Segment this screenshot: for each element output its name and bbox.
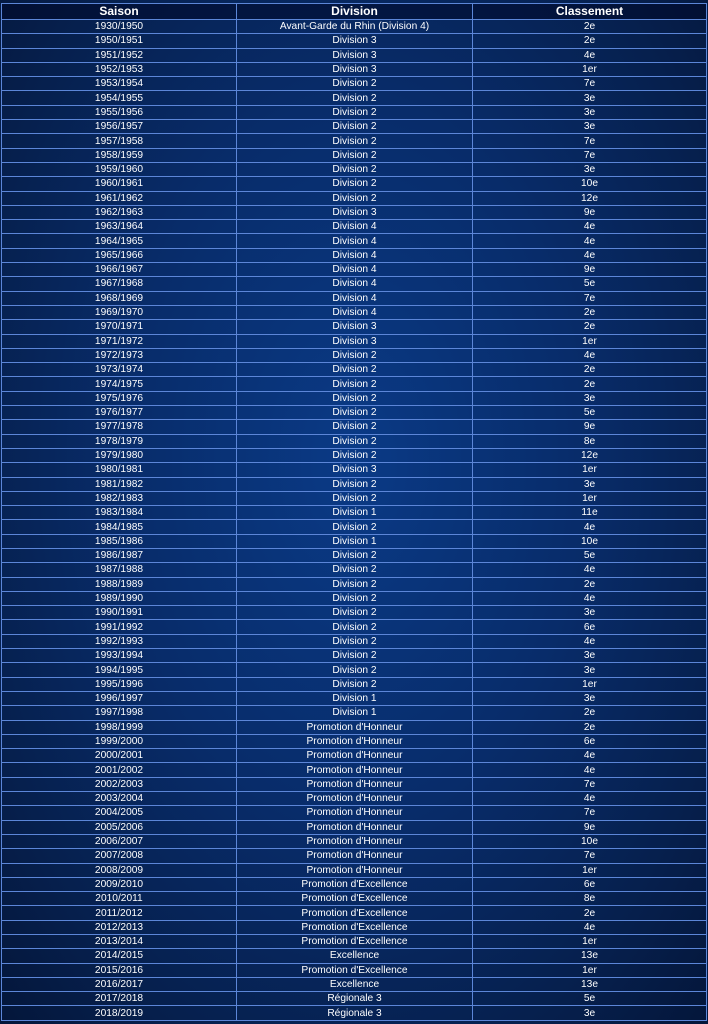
rank-cell: 6e — [473, 620, 707, 634]
table-row — [2, 348, 707, 362]
season-cell: 1950/1951 — [2, 34, 237, 48]
division-cell: Promotion d'Honneur — [237, 763, 473, 777]
division-cell: Promotion d'Excellence — [237, 892, 473, 906]
table-row — [2, 863, 707, 877]
table-row — [2, 1006, 707, 1020]
division-cell: Avant-Garde du Rhin (Division 4) — [237, 20, 473, 34]
season-cell: 2014/2015 — [2, 949, 237, 963]
table-row — [2, 820, 707, 834]
table-row — [2, 749, 707, 763]
table-row — [2, 720, 707, 734]
rank-cell: 1er — [473, 863, 707, 877]
division-cell: Division 2 — [237, 620, 473, 634]
rank-cell: 1er — [473, 463, 707, 477]
season-cell: 1976/1977 — [2, 406, 237, 420]
division-cell: Promotion d'Honneur — [237, 734, 473, 748]
rank-cell: 4e — [473, 763, 707, 777]
division-cell: Division 4 — [237, 305, 473, 319]
table-row — [2, 949, 707, 963]
table-row — [2, 205, 707, 219]
division-cell: Division 3 — [237, 205, 473, 219]
division-cell: Division 2 — [237, 663, 473, 677]
division-cell: Division 2 — [237, 134, 473, 148]
division-cell: Promotion d'Excellence — [237, 963, 473, 977]
division-cell: Division 2 — [237, 120, 473, 134]
division-cell: Division 2 — [237, 563, 473, 577]
rank-cell: 4e — [473, 792, 707, 806]
season-cell: 1958/1959 — [2, 148, 237, 162]
season-cell: 1951/1952 — [2, 48, 237, 62]
table-row — [2, 963, 707, 977]
rank-cell: 10e — [473, 177, 707, 191]
table-row — [2, 477, 707, 491]
division-cell: Division 2 — [237, 363, 473, 377]
division-cell: Promotion d'Honneur — [237, 863, 473, 877]
season-cell: 1999/2000 — [2, 734, 237, 748]
table-row — [2, 677, 707, 691]
division-cell: Division 1 — [237, 534, 473, 548]
table-row — [2, 62, 707, 76]
table-row — [2, 20, 707, 34]
table-row — [2, 935, 707, 949]
table-row — [2, 448, 707, 462]
table-row — [2, 877, 707, 891]
division-cell: Division 2 — [237, 91, 473, 105]
season-cell: 2003/2004 — [2, 792, 237, 806]
rank-cell: 3e — [473, 477, 707, 491]
header-saison: Saison — [2, 4, 237, 20]
season-cell: 1954/1955 — [2, 91, 237, 105]
rank-cell: 4e — [473, 920, 707, 934]
rank-cell: 3e — [473, 691, 707, 705]
season-cell: 1972/1973 — [2, 348, 237, 362]
season-cell: 2004/2005 — [2, 806, 237, 820]
division-cell: Promotion d'Excellence — [237, 935, 473, 949]
division-cell: Division 2 — [237, 491, 473, 505]
table-row — [2, 334, 707, 348]
season-cell: 1961/1962 — [2, 191, 237, 205]
rank-cell: 8e — [473, 892, 707, 906]
season-cell: 1987/1988 — [2, 563, 237, 577]
division-cell: Division 2 — [237, 677, 473, 691]
division-cell: Promotion d'Honneur — [237, 820, 473, 834]
rank-cell: 2e — [473, 363, 707, 377]
season-cell: 1930/1950 — [2, 20, 237, 34]
table-row — [2, 263, 707, 277]
rank-cell: 1er — [473, 334, 707, 348]
table-row — [2, 706, 707, 720]
rank-cell: 7e — [473, 134, 707, 148]
rank-cell: 9e — [473, 205, 707, 219]
season-cell: 2010/2011 — [2, 892, 237, 906]
rank-cell: 2e — [473, 706, 707, 720]
division-cell: Division 1 — [237, 706, 473, 720]
table-row — [2, 177, 707, 191]
rank-cell: 7e — [473, 806, 707, 820]
division-cell: Promotion d'Excellence — [237, 906, 473, 920]
season-cell: 2015/2016 — [2, 963, 237, 977]
season-cell: 1977/1978 — [2, 420, 237, 434]
season-cell: 2000/2001 — [2, 749, 237, 763]
rank-cell: 2e — [473, 377, 707, 391]
division-cell: Division 4 — [237, 248, 473, 262]
table-row — [2, 992, 707, 1006]
table-row — [2, 977, 707, 991]
season-cell: 1956/1957 — [2, 120, 237, 134]
table-row — [2, 849, 707, 863]
division-cell: Division 3 — [237, 34, 473, 48]
table-row — [2, 77, 707, 91]
table-row — [2, 305, 707, 319]
rank-cell: 2e — [473, 320, 707, 334]
rank-cell: 4e — [473, 220, 707, 234]
header-classement: Classement — [473, 4, 707, 20]
rank-cell: 3e — [473, 391, 707, 405]
season-cell: 1960/1961 — [2, 177, 237, 191]
rank-cell: 4e — [473, 348, 707, 362]
table-row — [2, 234, 707, 248]
rank-cell: 1er — [473, 935, 707, 949]
table-row — [2, 463, 707, 477]
division-cell: Régionale 3 — [237, 992, 473, 1006]
rank-cell: 4e — [473, 520, 707, 534]
season-cell: 1991/1992 — [2, 620, 237, 634]
season-cell: 1963/1964 — [2, 220, 237, 234]
rank-cell: 3e — [473, 91, 707, 105]
table-row — [2, 34, 707, 48]
season-cell: 1980/1981 — [2, 463, 237, 477]
division-cell: Division 2 — [237, 591, 473, 605]
division-cell: Division 2 — [237, 577, 473, 591]
division-cell: Division 3 — [237, 48, 473, 62]
table-row — [2, 548, 707, 562]
rank-cell: 2e — [473, 34, 707, 48]
rank-cell: 4e — [473, 248, 707, 262]
season-cell: 1967/1968 — [2, 277, 237, 291]
rank-cell: 7e — [473, 291, 707, 305]
division-cell: Promotion d'Honneur — [237, 806, 473, 820]
table-row — [2, 248, 707, 262]
rank-cell: 4e — [473, 634, 707, 648]
season-cell: 1995/1996 — [2, 677, 237, 691]
table-body — [2, 20, 707, 1021]
rank-cell: 2e — [473, 720, 707, 734]
rank-cell: 7e — [473, 777, 707, 791]
table-row — [2, 734, 707, 748]
season-cell: 1962/1963 — [2, 205, 237, 219]
season-cell: 2017/2018 — [2, 992, 237, 1006]
division-cell: Division 3 — [237, 334, 473, 348]
rank-cell: 3e — [473, 663, 707, 677]
season-cell: 1990/1991 — [2, 606, 237, 620]
season-cell: 2016/2017 — [2, 977, 237, 991]
table-row — [2, 806, 707, 820]
season-standings-table — [1, 3, 707, 1021]
division-cell: Division 3 — [237, 62, 473, 76]
division-cell: Division 2 — [237, 420, 473, 434]
division-cell: Division 2 — [237, 606, 473, 620]
division-cell: Division 2 — [237, 77, 473, 91]
table-row — [2, 277, 707, 291]
season-cell: 2011/2012 — [2, 906, 237, 920]
rank-cell: 5e — [473, 548, 707, 562]
season-cell: 1978/1979 — [2, 434, 237, 448]
season-cell: 2007/2008 — [2, 849, 237, 863]
season-cell: 1953/1954 — [2, 77, 237, 91]
season-cell: 2008/2009 — [2, 863, 237, 877]
rank-cell: 6e — [473, 734, 707, 748]
table-row — [2, 420, 707, 434]
header-row — [2, 4, 707, 20]
rank-cell: 7e — [473, 77, 707, 91]
division-cell: Division 2 — [237, 477, 473, 491]
season-cell: 1969/1970 — [2, 305, 237, 319]
rank-cell: 8e — [473, 434, 707, 448]
table-row — [2, 148, 707, 162]
table-row — [2, 792, 707, 806]
season-cell: 1971/1972 — [2, 334, 237, 348]
season-cell: 2009/2010 — [2, 877, 237, 891]
season-cell: 2018/2019 — [2, 1006, 237, 1020]
table-row — [2, 220, 707, 234]
table-row — [2, 406, 707, 420]
season-cell: 1964/1965 — [2, 234, 237, 248]
rank-cell: 4e — [473, 234, 707, 248]
division-cell: Division 3 — [237, 463, 473, 477]
table-row — [2, 48, 707, 62]
table-row — [2, 491, 707, 505]
table-row — [2, 434, 707, 448]
rank-cell: 5e — [473, 992, 707, 1006]
table-row — [2, 377, 707, 391]
season-cell: 2006/2007 — [2, 834, 237, 848]
rank-cell: 4e — [473, 48, 707, 62]
rank-cell: 1er — [473, 963, 707, 977]
table-row — [2, 563, 707, 577]
rank-cell: 9e — [473, 263, 707, 277]
division-cell: Division 2 — [237, 162, 473, 176]
season-cell: 1986/1987 — [2, 548, 237, 562]
season-cell: 1985/1986 — [2, 534, 237, 548]
division-cell: Promotion d'Honneur — [237, 720, 473, 734]
division-cell: Division 1 — [237, 506, 473, 520]
table-row — [2, 134, 707, 148]
rank-cell: 13e — [473, 949, 707, 963]
season-cell: 1970/1971 — [2, 320, 237, 334]
division-cell: Promotion d'Honneur — [237, 792, 473, 806]
rank-cell: 7e — [473, 148, 707, 162]
table-row — [2, 606, 707, 620]
table-row — [2, 105, 707, 119]
season-cell: 1966/1967 — [2, 263, 237, 277]
division-cell: Division 4 — [237, 277, 473, 291]
table-row — [2, 506, 707, 520]
division-cell: Promotion d'Excellence — [237, 920, 473, 934]
division-cell: Division 2 — [237, 191, 473, 205]
division-cell: Promotion d'Honneur — [237, 749, 473, 763]
rank-cell: 9e — [473, 420, 707, 434]
season-cell: 1983/1984 — [2, 506, 237, 520]
season-cell: 1989/1990 — [2, 591, 237, 605]
division-cell: Division 3 — [237, 320, 473, 334]
rank-cell: 6e — [473, 877, 707, 891]
division-cell: Division 2 — [237, 177, 473, 191]
division-cell: Promotion d'Honneur — [237, 834, 473, 848]
season-cell: 1979/1980 — [2, 448, 237, 462]
table-row — [2, 534, 707, 548]
rank-cell: 10e — [473, 534, 707, 548]
table-row — [2, 591, 707, 605]
season-cell: 1993/1994 — [2, 649, 237, 663]
division-cell: Division 4 — [237, 263, 473, 277]
rank-cell: 3e — [473, 606, 707, 620]
table-row — [2, 920, 707, 934]
division-cell: Promotion d'Honneur — [237, 849, 473, 863]
division-cell: Division 4 — [237, 234, 473, 248]
table-row — [2, 620, 707, 634]
table-row — [2, 91, 707, 105]
table-header — [2, 4, 707, 20]
division-cell: Excellence — [237, 949, 473, 963]
season-cell: 2013/2014 — [2, 935, 237, 949]
table-row — [2, 892, 707, 906]
rank-cell: 4e — [473, 563, 707, 577]
season-cell: 1992/1993 — [2, 634, 237, 648]
division-cell: Division 2 — [237, 548, 473, 562]
season-cell: 2002/2003 — [2, 777, 237, 791]
season-cell: 1975/1976 — [2, 391, 237, 405]
table-row — [2, 577, 707, 591]
rank-cell: 2e — [473, 906, 707, 920]
division-cell: Division 4 — [237, 220, 473, 234]
division-cell: Division 2 — [237, 105, 473, 119]
season-cell: 1965/1966 — [2, 248, 237, 262]
division-cell: Division 2 — [237, 520, 473, 534]
division-cell: Division 2 — [237, 406, 473, 420]
rank-cell: 3e — [473, 105, 707, 119]
rank-cell: 1er — [473, 62, 707, 76]
division-cell: Division 2 — [237, 448, 473, 462]
division-cell: Division 2 — [237, 634, 473, 648]
season-cell: 1981/1982 — [2, 477, 237, 491]
rank-cell: 2e — [473, 577, 707, 591]
rank-cell: 2e — [473, 305, 707, 319]
table-row — [2, 391, 707, 405]
rank-cell: 1er — [473, 677, 707, 691]
rank-cell: 9e — [473, 820, 707, 834]
division-cell: Division 2 — [237, 434, 473, 448]
division-cell: Excellence — [237, 977, 473, 991]
division-cell: Division 2 — [237, 649, 473, 663]
rank-cell: 4e — [473, 749, 707, 763]
table-row — [2, 162, 707, 176]
table-row — [2, 120, 707, 134]
season-cell: 1984/1985 — [2, 520, 237, 534]
table-row — [2, 363, 707, 377]
season-cell: 1997/1998 — [2, 706, 237, 720]
season-cell: 2005/2006 — [2, 820, 237, 834]
season-cell: 1952/1953 — [2, 62, 237, 76]
table-row — [2, 691, 707, 705]
division-cell: Promotion d'Excellence — [237, 877, 473, 891]
table-row — [2, 834, 707, 848]
season-cell: 1957/1958 — [2, 134, 237, 148]
table-row — [2, 763, 707, 777]
table-row — [2, 191, 707, 205]
table-row — [2, 663, 707, 677]
standings-table-container — [1, 3, 706, 1021]
season-cell: 1982/1983 — [2, 491, 237, 505]
table-row — [2, 291, 707, 305]
division-cell: Promotion d'Honneur — [237, 777, 473, 791]
header-division: Division — [237, 4, 473, 20]
season-cell: 1968/1969 — [2, 291, 237, 305]
division-cell: Division 1 — [237, 691, 473, 705]
division-cell: Division 2 — [237, 391, 473, 405]
rank-cell: 4e — [473, 591, 707, 605]
rank-cell: 2e — [473, 20, 707, 34]
table-row — [2, 520, 707, 534]
season-cell: 1994/1995 — [2, 663, 237, 677]
season-cell: 1988/1989 — [2, 577, 237, 591]
season-cell: 1998/1999 — [2, 720, 237, 734]
division-cell: Division 4 — [237, 291, 473, 305]
season-cell: 1955/1956 — [2, 105, 237, 119]
table-row — [2, 320, 707, 334]
season-cell: 2012/2013 — [2, 920, 237, 934]
table-row — [2, 777, 707, 791]
rank-cell: 7e — [473, 849, 707, 863]
division-cell: Régionale 3 — [237, 1006, 473, 1020]
table-row — [2, 906, 707, 920]
season-cell: 1974/1975 — [2, 377, 237, 391]
rank-cell: 3e — [473, 649, 707, 663]
rank-cell: 3e — [473, 162, 707, 176]
season-cell: 2001/2002 — [2, 763, 237, 777]
rank-cell: 5e — [473, 277, 707, 291]
division-cell: Division 2 — [237, 377, 473, 391]
season-cell: 1959/1960 — [2, 162, 237, 176]
rank-cell: 3e — [473, 120, 707, 134]
division-cell: Division 2 — [237, 148, 473, 162]
rank-cell: 12e — [473, 448, 707, 462]
table-row — [2, 649, 707, 663]
rank-cell: 1er — [473, 491, 707, 505]
rank-cell: 12e — [473, 191, 707, 205]
rank-cell: 13e — [473, 977, 707, 991]
rank-cell: 5e — [473, 406, 707, 420]
table-row — [2, 634, 707, 648]
rank-cell: 3e — [473, 1006, 707, 1020]
season-cell: 1973/1974 — [2, 363, 237, 377]
season-cell: 1996/1997 — [2, 691, 237, 705]
rank-cell: 11e — [473, 506, 707, 520]
rank-cell: 10e — [473, 834, 707, 848]
division-cell: Division 2 — [237, 348, 473, 362]
